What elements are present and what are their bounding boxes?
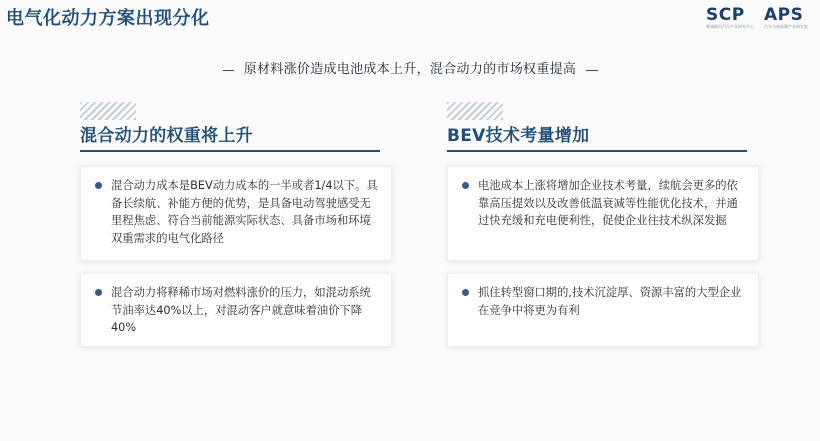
stripe-decoration — [447, 102, 503, 120]
card-text: 电池成本上涨将增加企业技术考量，续航会更多的依靠高压提效以及改善低温衰减等性能优化技术，并通过快充缓和充电便利性，促使企业往技术纵深发掘 — [478, 179, 738, 228]
card-text: 混合动力成本是BEV动力成本的一半或者1/4以下。具备长续航、补能方便的优势，是具备电动驾驶感受无里程焦虑、符合当前能源实际状态、具备市场和环境双重需求的电气化路径 — [111, 179, 378, 245]
aps-logo-text: APS — [764, 5, 804, 25]
stripe-decoration — [80, 102, 136, 120]
scp-logo-text: SCP — [706, 5, 745, 25]
info-card — [447, 166, 759, 261]
scp-logo — [706, 6, 754, 29]
bullet-icon — [95, 182, 102, 189]
info-card — [447, 273, 759, 347]
column-hybrid — [80, 102, 392, 347]
bullet-icon — [462, 289, 469, 296]
bullet-icon — [462, 182, 469, 189]
info-card — [80, 166, 392, 261]
column-title: BEV技术考量增加 — [447, 126, 590, 146]
subtitle — [0, 58, 820, 77]
aps-logo — [764, 6, 808, 29]
card-text: 抓住转型窗口期的,技术沉淀厚、资源丰富的大型企业在竞争中将更为有利 — [478, 286, 742, 317]
scp-logo-caption: 赛迪顾问汽车产业研究中心 — [706, 24, 754, 29]
title-underline — [80, 150, 380, 152]
bullet-icon — [95, 289, 102, 296]
card-text: 混合动力将释稀市场对燃料涨价的压力，如混动系统节油率达40%以上，对混动客户就意味着油价下降40% — [111, 286, 371, 335]
title-underline — [447, 150, 747, 152]
column-bev — [447, 102, 759, 347]
logo-group — [706, 6, 808, 29]
info-card — [80, 273, 392, 347]
column-title: 混合动力的权重将上升 — [80, 126, 253, 146]
aps-logo-caption: 汽车与新能源产业研究院 — [764, 24, 808, 29]
page-title: 电气化动力方案出现分化 — [6, 8, 210, 29]
subtitle-text: 原材料涨价造成电池成本上升，混合动力的市场权重提高 — [234, 62, 587, 77]
